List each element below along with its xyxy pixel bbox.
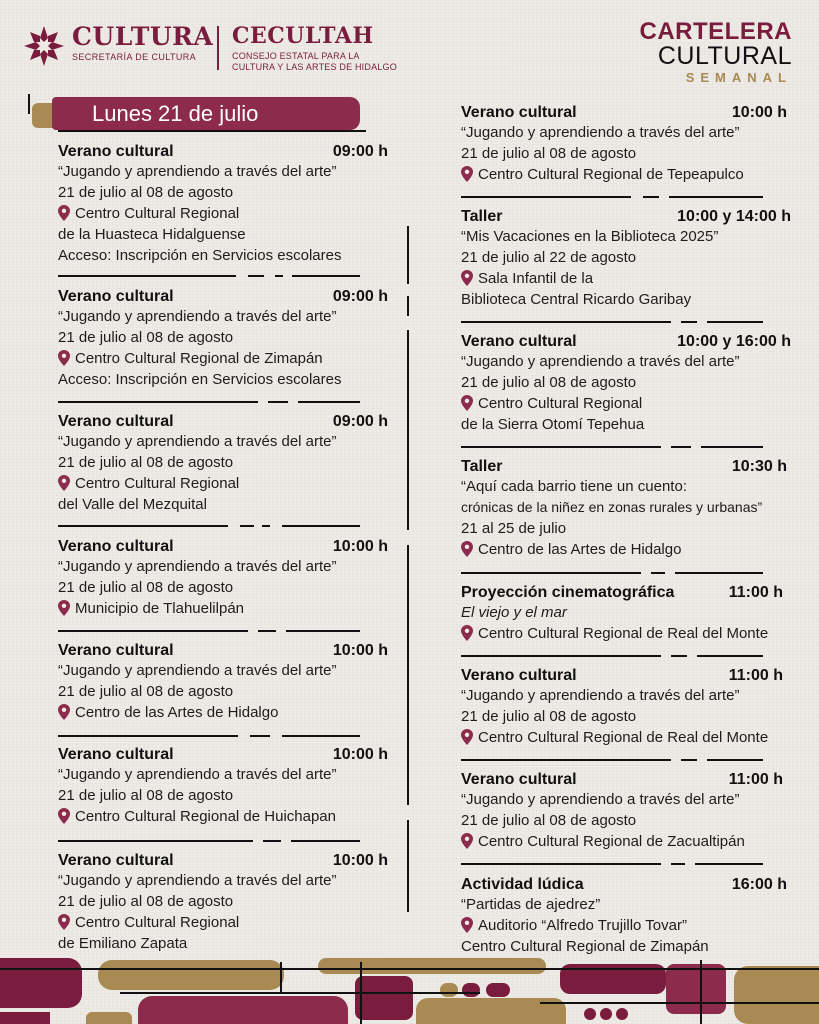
separator [58, 401, 258, 403]
semanal-word: SEMANAL [685, 70, 792, 85]
event-description-2: crónicas de la niñez en zonas rurales y urbanas” [461, 499, 763, 515]
event-dates: 21 de julio al 08 de agosto [461, 708, 637, 725]
event-location: Centro Cultural Regional de Real del Monte [478, 729, 769, 746]
event-time: 10:00 h [731, 104, 787, 121]
event-title: Verano cultural [58, 538, 174, 555]
deco-dot [440, 983, 458, 997]
location-pin-icon [58, 205, 70, 221]
event-card [461, 876, 787, 957]
event-time: 10:00 h [332, 746, 388, 763]
event-location: Centro Cultural Regional [75, 205, 240, 222]
separator [58, 275, 236, 277]
separator [58, 630, 248, 632]
separator [58, 525, 228, 527]
location-pin-icon [58, 350, 70, 366]
event-location: Auditorio “Alfredo Trujillo Tovar” [478, 917, 687, 934]
separator [675, 572, 763, 574]
event-location-2: Biblioteca Central Ricardo Garibay [461, 291, 692, 308]
event-location: Centro Cultural Regional [75, 914, 240, 931]
separator [697, 655, 763, 657]
event-location: Municipio de Tlahuelilpán [75, 600, 244, 617]
event-title: Actividad lúdica [461, 876, 584, 893]
deco-block [318, 958, 546, 974]
column-divider [407, 820, 409, 912]
deco-block [355, 976, 413, 1020]
location-pin-icon [461, 917, 473, 933]
separator [58, 735, 238, 737]
event-time: 09:00 h [332, 143, 388, 160]
event-dates: 21 de julio al 08 de agosto [58, 329, 234, 346]
event-time: 10:30 h [731, 458, 787, 475]
event-title: Verano cultural [58, 413, 174, 430]
event-title: Verano cultural [58, 642, 174, 659]
separator [707, 321, 763, 323]
event-time: 11:00 h [728, 771, 783, 788]
separator-dash [671, 446, 691, 448]
separator-dash [643, 196, 659, 198]
separator [461, 655, 661, 657]
separator [461, 446, 661, 448]
deco-line [280, 962, 282, 992]
event-time: 10:00 y 14:00 h [677, 208, 791, 225]
column-divider [407, 545, 409, 805]
location-pin-icon [58, 914, 70, 930]
event-location: Centro Cultural Regional de Zacualtipán [478, 833, 745, 850]
event-card [461, 771, 783, 852]
event-access: Acceso: Inscripción en Servicios escolares [58, 371, 342, 388]
cultural-word: CULTURAL [657, 42, 792, 70]
separator [695, 863, 763, 865]
separator [461, 863, 661, 865]
event-dates: 21 de julio al 08 de agosto [58, 787, 234, 804]
location-pin-icon [461, 541, 473, 557]
separator [461, 572, 641, 574]
deco-line [700, 960, 702, 1024]
event-dates: 21 de julio al 08 de agosto [58, 454, 234, 471]
event-title: Verano cultural [461, 333, 577, 350]
event-description: “Jugando y aprendiendo a través del arte” [461, 124, 740, 141]
column-divider [407, 226, 409, 284]
event-access: Acceso: Inscripción en Servicios escolares [58, 247, 342, 264]
separator [298, 401, 360, 403]
separator [461, 321, 671, 323]
event-time: 09:00 h [332, 413, 388, 430]
event-title: Verano cultural [58, 852, 174, 869]
event-dates: 21 de julio al 08 de agosto [58, 184, 234, 201]
deco-dot [616, 1008, 628, 1020]
separator [461, 759, 671, 761]
event-description: “Jugando y aprendiendo a través del arte” [58, 558, 337, 575]
event-time: 11:00 h [728, 667, 783, 684]
cultura-logo [22, 24, 213, 68]
separator [286, 630, 360, 632]
column-divider [407, 330, 409, 530]
location-pin-icon [58, 475, 70, 491]
cartelera-word: CARTELERA [639, 18, 792, 45]
separator-dash [240, 525, 254, 527]
event-location-2: Centro Cultural Regional de Zimapán [461, 938, 709, 955]
event-title: Taller [461, 208, 503, 225]
event-location: Centro de las Artes de Hidalgo [478, 541, 682, 558]
location-pin-icon [58, 704, 70, 720]
cultura-title: CULTURA [72, 22, 214, 51]
event-location: Sala Infantil de la [478, 270, 594, 287]
deco-block [734, 966, 819, 1024]
event-time: 10:00 h [332, 852, 388, 869]
event-description: “Jugando y aprendiendo a través del arte” [461, 791, 740, 808]
event-description: “Jugando y aprendiendo a través del arte” [461, 687, 740, 704]
event-card [58, 143, 388, 266]
deco-dot [600, 1008, 612, 1020]
separator [282, 735, 360, 737]
event-time: 10:00 h [332, 538, 388, 555]
location-pin-icon [58, 808, 70, 824]
event-description: “Aquí cada barrio tiene un cuento: [461, 478, 687, 495]
deco-block [98, 960, 284, 990]
event-dates: 21 de julio al 08 de agosto [58, 893, 234, 910]
event-title: Verano cultural [461, 771, 577, 788]
separator-dash [262, 525, 270, 527]
event-location-2: de Emiliano Zapata [58, 935, 188, 952]
event-description: “Mis Vacaciones en la Biblioteca 2025” [461, 228, 719, 245]
location-pin-icon [461, 729, 473, 745]
event-location: Centro Cultural Regional [75, 475, 240, 492]
separator-dash [248, 275, 264, 277]
event-card [58, 642, 388, 723]
event-card [461, 104, 787, 185]
event-description: “Jugando y aprendiendo a través del arte” [58, 308, 337, 325]
deco-line [540, 1002, 819, 1004]
separator-dash [263, 840, 281, 842]
location-pin-icon [461, 833, 473, 849]
cartelera-logo [640, 20, 793, 84]
event-location: Centro Cultural Regional de Huichapan [75, 808, 336, 825]
separator [461, 196, 631, 198]
deco-line [120, 992, 480, 994]
event-location: Centro de las Artes de Hidalgo [75, 704, 279, 721]
event-dates: 21 de julio al 22 de agosto [461, 249, 637, 266]
day-banner [30, 97, 360, 130]
event-title: Verano cultural [461, 667, 577, 684]
separator-dash [681, 321, 697, 323]
event-card [58, 413, 388, 515]
separator-dash [258, 630, 276, 632]
deco-block [138, 996, 348, 1024]
event-card [461, 458, 787, 560]
event-description: “Jugando y aprendiendo a través del arte” [58, 433, 337, 450]
banner-underline [58, 130, 366, 132]
deco-line [360, 962, 362, 1024]
deco-block [0, 1012, 50, 1024]
separator-dash [275, 275, 283, 277]
event-description: “Jugando y aprendiendo a través del arte” [58, 766, 337, 783]
separator-dash [250, 735, 270, 737]
event-card [58, 288, 388, 390]
event-card [58, 746, 388, 827]
event-description: El viejo y el mar [461, 604, 567, 621]
deco-block [666, 964, 726, 1014]
event-card [58, 852, 388, 954]
event-card [461, 333, 791, 435]
event-card [461, 208, 791, 310]
event-dates: 21 de julio al 08 de agosto [461, 812, 637, 829]
deco-dot [486, 983, 510, 997]
event-location-2: de la Sierra Otomí Tepehua [461, 416, 645, 433]
event-description: “Jugando y aprendiendo a través del arte” [58, 163, 337, 180]
event-location: Centro Cultural Regional de Real del Monte [478, 625, 769, 642]
separator [292, 275, 360, 277]
event-location: Centro Cultural Regional de Zimapán [75, 350, 323, 367]
event-title: Verano cultural [58, 288, 174, 305]
cultura-subtitle: SECRETARÍA DE CULTURA [72, 52, 197, 62]
event-location-2: de la Huasteca Hidalguense [58, 226, 246, 243]
location-pin-icon [461, 166, 473, 182]
separator [707, 759, 763, 761]
event-dates: 21 de julio al 08 de agosto [461, 374, 637, 391]
event-title: Taller [461, 458, 503, 475]
day-title: Lunes 21 de julio [92, 101, 259, 126]
event-time: 11:00 h [728, 584, 783, 601]
separator-dash [671, 863, 685, 865]
star-logo-icon [22, 24, 66, 68]
event-title: Verano cultural [461, 104, 577, 121]
event-dates: 21 de julio al 08 de agosto [461, 145, 637, 162]
deco-block [0, 958, 82, 1008]
event-description: “Partidas de ajedrez” [461, 896, 601, 913]
event-dates: 21 al 25 de julio [461, 520, 567, 537]
separator [669, 196, 763, 198]
event-location: Centro Cultural Regional de Tepeapulco [478, 166, 744, 183]
deco-dot [462, 983, 480, 997]
deco-block [86, 1012, 132, 1024]
event-description: “Jugando y aprendiendo a través del arte” [58, 662, 337, 679]
separator-dash [671, 655, 687, 657]
event-time: 09:00 h [332, 288, 388, 305]
banner-fill [52, 97, 360, 130]
event-dates: 21 de julio al 08 de agosto [58, 683, 234, 700]
separator-dash [268, 401, 288, 403]
event-card [58, 538, 388, 619]
event-time: 10:00 h [332, 642, 388, 659]
location-pin-icon [461, 270, 473, 286]
cecultah-sub-2: CULTURA Y LAS ARTES DE HIDALGO [232, 62, 397, 72]
separator [282, 525, 360, 527]
event-time: 10:00 y 16:00 h [677, 333, 791, 350]
event-description: “Jugando y aprendiendo a través del arte” [461, 353, 740, 370]
separator [701, 446, 763, 448]
location-pin-icon [461, 625, 473, 641]
event-location: Centro Cultural Regional [478, 395, 643, 412]
deco-line [0, 968, 819, 970]
cecultah-sub-1: CONSEJO ESTATAL PARA LA [232, 51, 360, 61]
separator [58, 840, 253, 842]
column-divider [407, 296, 409, 316]
separator [291, 840, 360, 842]
event-description: “Jugando y aprendiendo a través del arte” [58, 872, 337, 889]
location-pin-icon [461, 395, 473, 411]
location-pin-icon [58, 600, 70, 616]
deco-dot [584, 1008, 596, 1020]
event-dates: 21 de julio al 08 de agosto [58, 579, 234, 596]
event-card [461, 584, 783, 644]
separator-dash [651, 572, 665, 574]
separator-dash [681, 759, 697, 761]
cecultah-title: CECULTAH [232, 23, 374, 49]
event-title: Proyección cinematográfica [461, 584, 675, 601]
cecultah-logo [232, 24, 397, 73]
event-title: Verano cultural [58, 143, 174, 160]
event-location-2: del Valle del Mezquital [58, 496, 207, 513]
logo-divider [217, 26, 219, 70]
event-time: 16:00 h [731, 876, 787, 893]
event-title: Verano cultural [58, 746, 174, 763]
event-card [461, 667, 783, 748]
